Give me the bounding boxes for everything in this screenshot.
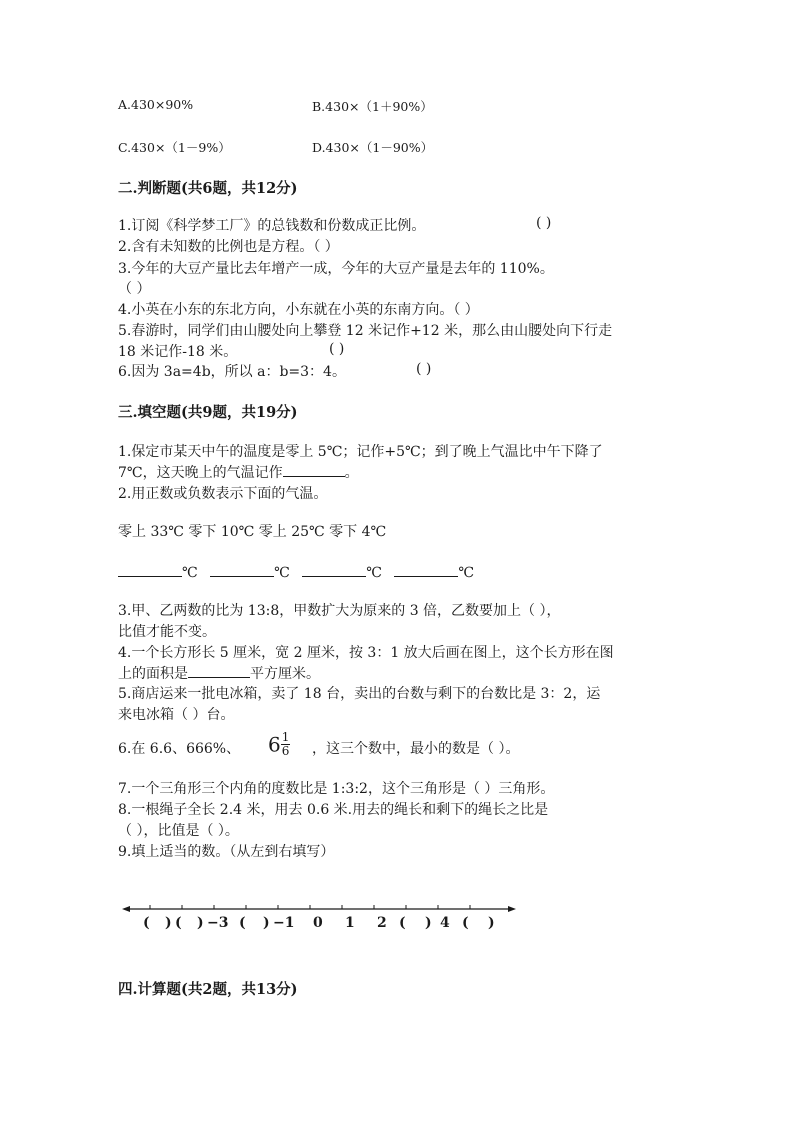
fraction-numerator: 1 [281,730,290,744]
fill-q1-line1: 1.保定市某天中午的温度是零上 5℃；记作+5℃；到了晚上气温比中午下降了 [118,444,603,460]
option-d: D.430×（1－90%） [312,140,434,155]
unit-label: ℃ [182,565,198,581]
answer-blank[interactable] [188,663,250,678]
numline-label-close: ) [165,915,172,931]
mixed-whole: 6 [268,732,281,757]
section2-heading: 二.判断题(共6题，共12分) [118,180,298,197]
judge-item-5-paren: ( ) [329,341,345,357]
answer-blank[interactable] [118,562,182,577]
section3-heading: 三.填空题(共9题，共19分) [118,404,298,421]
temperature-list: 零上 33℃ 零下 10℃ 零上 25℃ 零下 4℃ [118,524,387,540]
fill-q4-line1: 4.一个长方形长 5 厘米，宽 2 厘米，按 3：1 放大后画在图上，这个长方形在图 [118,645,614,661]
fill-q5-line2: 来电冰箱（ ）台。 [118,707,235,723]
judge-item-3-paren: （ ） [118,281,151,297]
judge-item-3: 3.今年的大豆产量比去年增产一成，今年的大豆产量是去年的 110%。 [118,261,554,277]
option-b: B.430×（1＋90%） [312,99,433,114]
numline-label-1: 1 [345,915,355,931]
fill-q1-end: 。 [344,465,359,481]
judge-item-5-cont: 18 米记作-18 米。 [118,344,238,360]
answer-blank[interactable] [210,562,274,577]
fraction [281,731,291,758]
numline-label-close: ) [488,915,495,931]
fill-q1-text: 7℃，这天晚上的气温记作 [118,465,283,481]
left-arrow-icon [122,906,130,912]
fill-q7: 7.一个三角形三个内角的度数比是 1:3:2，这个三角形是（ ）三角形。 [118,781,555,797]
judge-item-4: 4.小英在小东的东北方向，小东就在小英的东南方向。（ ） [118,302,479,318]
numline-label-open: ( [462,915,469,931]
fill-q9: 9.填上适当的数。（从左到右填写） [118,844,335,860]
option-a: A.430×90% [118,97,194,112]
numline-label-open: ( [239,915,246,931]
numline-label-open: ( [175,915,182,931]
option-c: C.430×（1－9%） [118,140,231,155]
fill-q6-pre: 6.在 6.6、666%、 [118,741,241,757]
judge-item-6: 6.因为 3a=4b，所以 a：b=3：4。 [118,364,346,380]
numline-label-4: 4 [440,915,450,931]
section4-heading: 四.计算题(共2题，共13分) [118,981,298,998]
numline-label-close: ) [263,915,270,931]
judge-item-6-paren: ( ) [416,361,432,377]
fraction-denominator: 6 [281,744,290,758]
numline-label-neg1: −1 [273,915,295,931]
fill-q8-line2: （ ），比值是（ ）。 [118,823,239,839]
numline-label-2: 2 [377,915,387,931]
numline-label-open: ( [143,915,150,931]
numline-label-0: 0 [313,915,323,931]
judge-item-2: 2.含有未知数的比例也是方程。（ ） [118,239,339,255]
fill-q4-text: 上的面积是 [118,666,188,682]
unit-label: ℃ [274,565,290,581]
judge-item-5: 5.春游时，同学们由山腰处向上攀登 12 米记作+12 米，那么由山腰处向下行走 [118,323,613,339]
numline-label-close: ) [425,915,432,931]
judge-item-1: 1.订阅《科学梦工厂》的总钱数和份数成正比例。 [118,218,426,234]
judge-item-1-paren: ( ) [536,215,552,231]
temperature-blanks [118,562,474,581]
mixed-number [268,731,290,758]
numline-label-open: ( [399,915,406,931]
fill-q8-line1: 8.一根绳子全长 2.4 米，用去 0.6 米.用去的绳长和剩下的绳长之比是 [118,802,549,818]
numline-label-neg3: −3 [207,915,229,931]
answer-blank[interactable] [302,562,366,577]
numline-label-close: ) [197,915,204,931]
fill-q4-end: 平方厘米。 [250,666,320,682]
fill-q6-post: ，这三个数中，最小的数是（ ）。 [312,741,520,757]
answer-blank[interactable] [394,562,458,577]
fill-q3-line1: 3.甲、乙两数的比为 13:8，甲数扩大为原来的 3 倍，乙数要加上（ ）， [118,603,561,619]
fill-q4-line2 [118,663,320,683]
fill-q2: 2.用正数或负数表示下面的气温。 [118,486,328,502]
fill-q1-line2 [118,462,359,482]
answer-blank[interactable] [283,462,345,477]
right-arrow-icon [508,906,516,912]
unit-label: ℃ [366,565,382,581]
fill-q5-line1: 5.商店运来一批电冰箱，卖了 18 台，卖出的台数与剩下的台数比是 3：2，运 [118,686,601,702]
fill-q3-line2: 比值才能不变。 [118,624,216,640]
unit-label: ℃ [458,565,475,581]
